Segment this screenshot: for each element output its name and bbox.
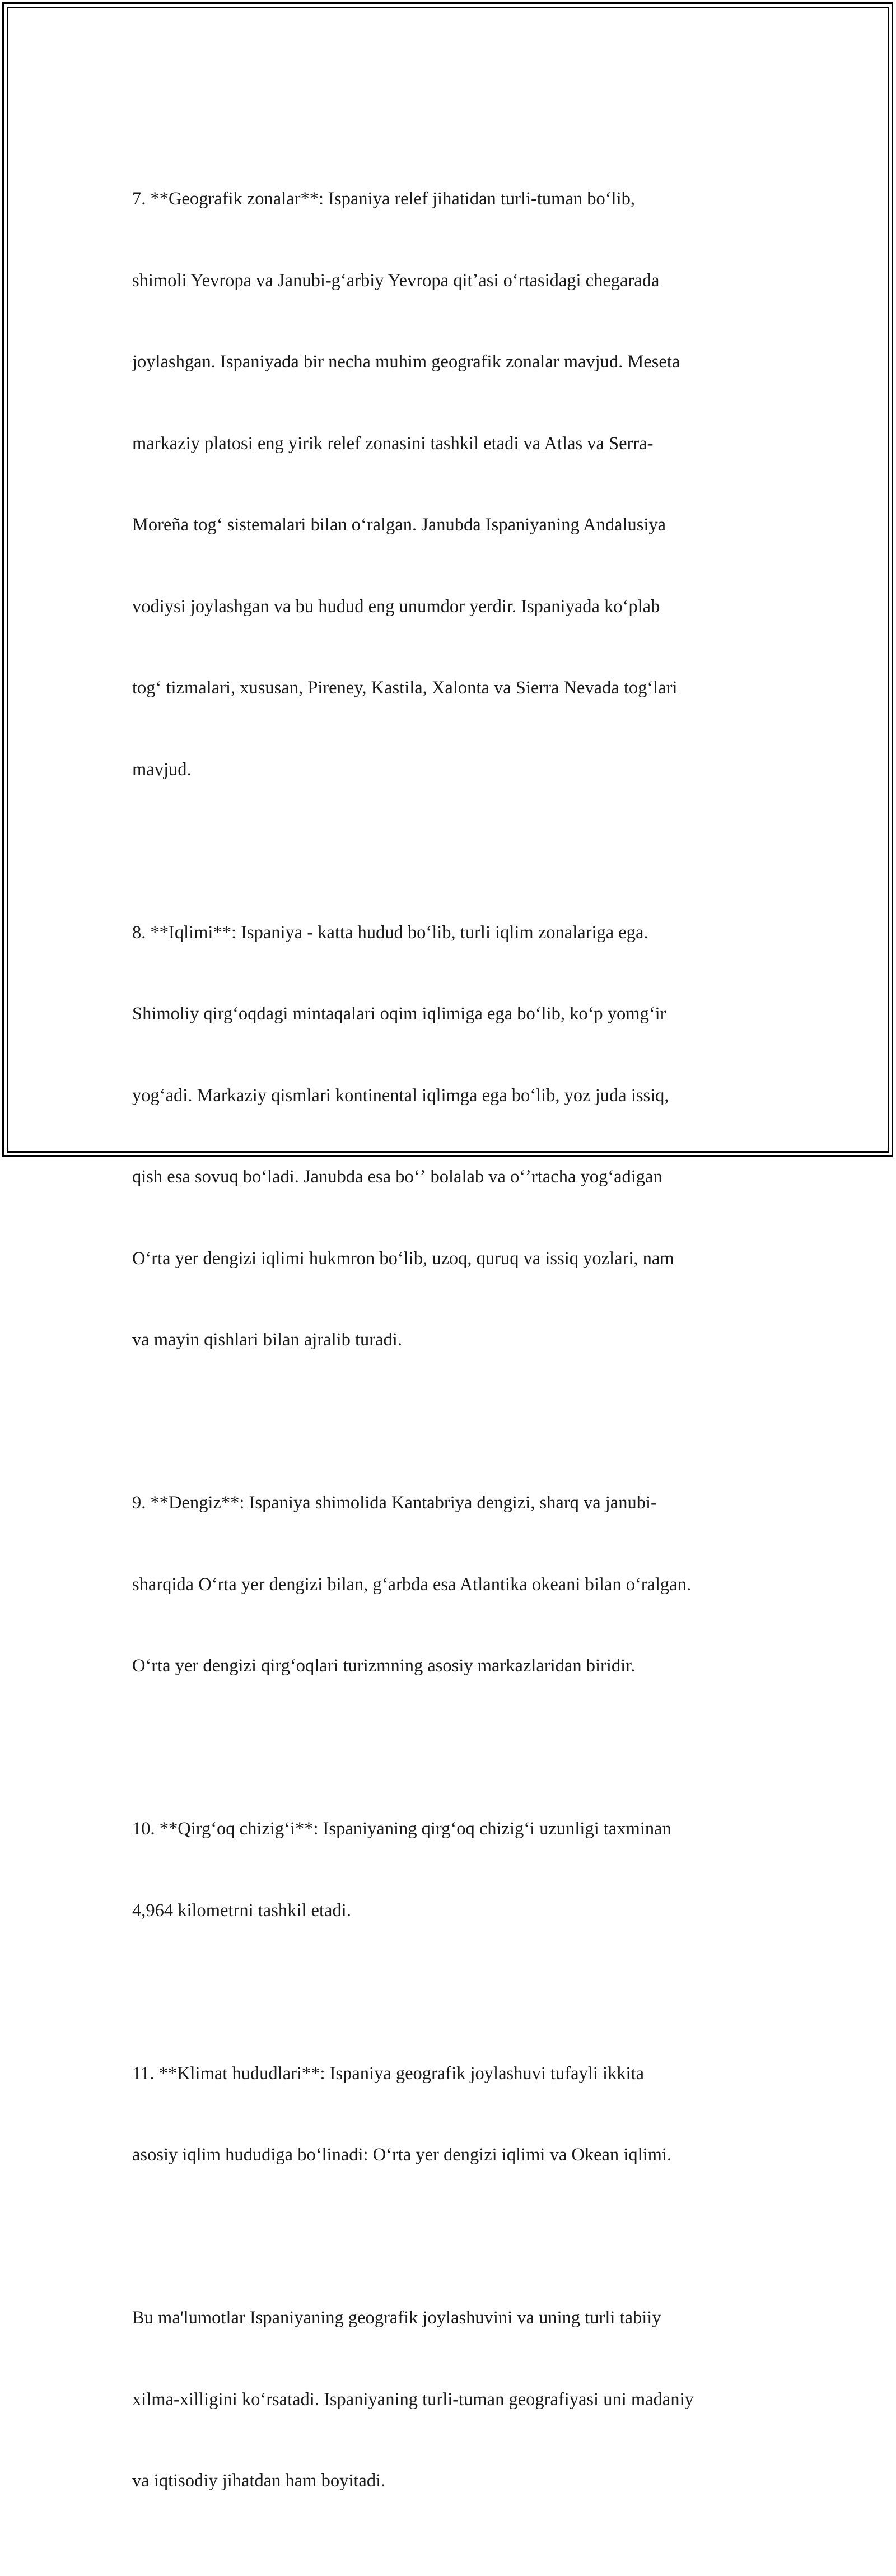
text-line: 11. **Klimat hududlari**: Ispaniya geografik joylashuvi tufayli ikkita [132, 2063, 645, 2084]
text-line: 9. **Dengiz**: Ispaniya shimolida Kantabriya dengizi, sharq va janubi- [132, 1493, 657, 1513]
text-line: Oʻrta yer dengizi iqlimi hukmron boʻlib, uzoq, quruq va issiq yozlari, nam [132, 1248, 674, 1269]
text-line: va mayin qishlari bilan ajralib turadi. [132, 1330, 402, 1350]
text-line: vodiysi joylashgan va bu hudud eng unumdor yerdir. Ispaniyada koʻplab [132, 596, 660, 617]
paragraph-climate-regions [132, 2006, 776, 2223]
text-line: xilma-xilligini koʻrsatadi. Ispaniyaning turli-tuman geografiyasi uni madaniy [132, 2389, 694, 2410]
paragraph-coastline [132, 1761, 776, 1978]
text-line: shimoli Yevropa va Janubi-gʻarbiy Yevropa qitʼasi oʻrtasidagi chegarada [132, 270, 660, 291]
text-line: togʻ tizmalari, xususan, Pireney, Kastila, Xalonta va Sierra Nevada togʻlari [132, 678, 678, 698]
text-line: joylashgan. Ispaniyada bir necha muhim geografik zonalar mavjud. Meseta [132, 352, 680, 372]
text-line: va iqtisodiy jihatdan ham boyitadi. [132, 2471, 386, 2491]
text-line: 7. **Geografik zonalar**: Ispaniya relef jihatidan turli-tuman boʻlib, [132, 189, 635, 209]
text-line: Bu ma'lumotlar Ispaniyaning geografik joylashuvini va uning turli tabiiy [132, 2308, 661, 2328]
text-line: 10. **Qirgʻoq chizigʻi**: Ispaniyaning qirgʻoq chizigʻi uzunligi taxminan [132, 1819, 671, 1839]
paragraph-conclusion [132, 2250, 776, 2549]
text-line: Moreña togʻ sistemalari bilan oʻralgan. Janubda Ispaniyaning Andalusiya [132, 515, 666, 535]
document-body [132, 131, 776, 2576]
text-line: qish esa sovuq boʻladi. Janubda esa boʻʼ bolalab va oʻʼrtacha yogʻadigan [132, 1167, 662, 1187]
text-line: Oʻrta yer dengizi qirgʻoqlari turizmning asosiy markazlaridan biridir. [132, 1656, 636, 1676]
text-line: asosiy iqlim hududiga boʻlinadi: Oʻrta yer dengizi iqlimi va Okean iqlimi. [132, 2145, 672, 2165]
text-line: yogʻadi. Markaziy qismlari kontinental iqlimga ega boʻlib, yoz juda issiq, [132, 1085, 669, 1106]
text-line: markaziy platosi eng yirik relef zonasini tashkil etadi va Atlas va Serra- [132, 433, 654, 454]
paragraph-climate [132, 865, 776, 1408]
paragraph-geographic-zones [132, 131, 776, 837]
text-line: sharqida Oʻrta yer dengizi bilan, gʻarbda esa Atlantika okeani bilan oʻralgan. [132, 1574, 692, 1595]
text-line: 8. **Iqlimi**: Ispaniya - katta hudud boʻlib, turli iqlim zonalariga ega. [132, 922, 648, 943]
text-line: 4,964 kilometrni tashkil etadi. [132, 1900, 351, 1921]
paragraph-sea [132, 1435, 776, 1734]
text-line: mavjud. [132, 759, 192, 780]
text-line: Shimoliy qirgʻoqdagi mintaqalari oqim iqlimiga ega boʻlib, koʻp yomgʻir [132, 1004, 666, 1024]
